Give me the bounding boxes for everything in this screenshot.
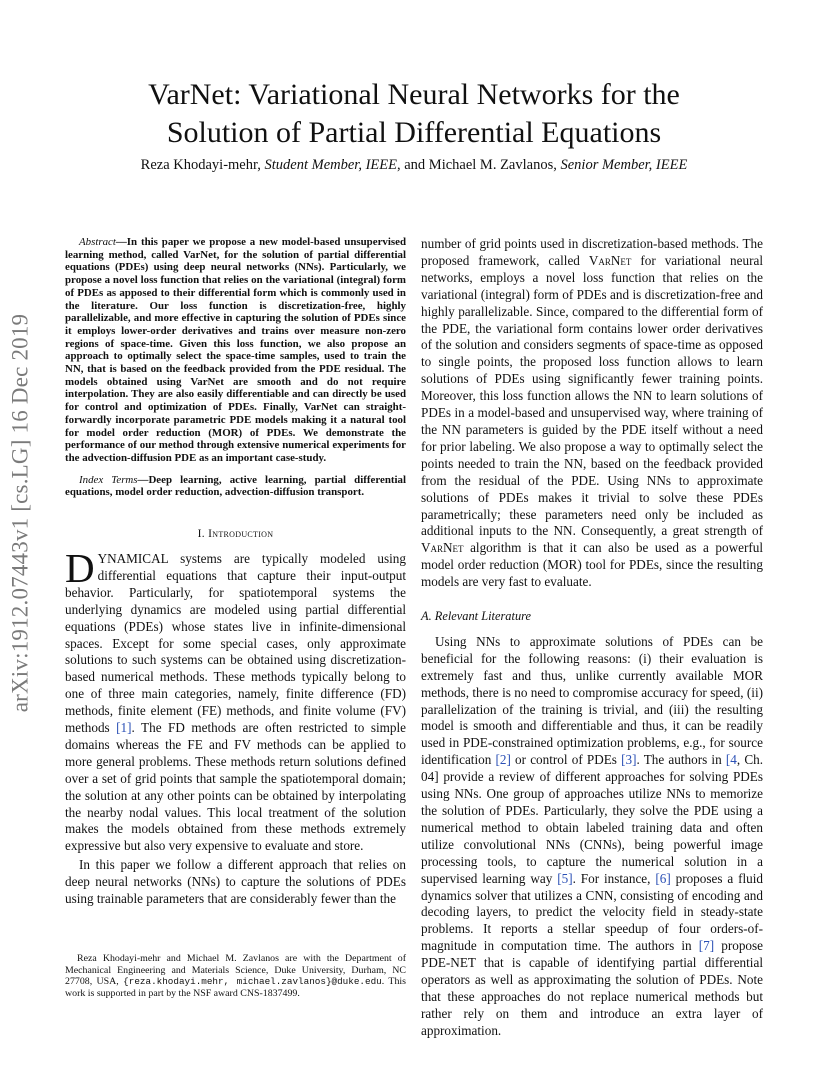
citation-link[interactable]: [6] <box>655 870 671 886</box>
right-p2-d: , Ch. 04] provide a review of different approaches for solving PDEs using NNs. One group of approaches utilize NNs to memorize the solution of PDEs. Particularly, they solve the PDE using a numerical method to obtain labeled training data and often utilize convolutional NNs (CNNs), being powerful image processing tools, to capture the numerical solution in a supervised learning way <box>421 752 764 886</box>
right-p1-b: for variational neural networks, employs a novel loss function that relies on the variational (integral) form of PDEs and is discretization-free and highly parallelizable. Since, compared to the differential form of the PDE, the variational form contains lower order derivatives of the solution and considers segments of space-time as opposed to single points, the proposed loss function allows to learn solutions of PDEs using significantly fewer training points. Moreover, this loss function allows the NN to learn solutions of PDEs in a model-based and unsupervised way, where training of the NN parameters is guided by the PDE itself without a need for prior labeling. We also propose a way to optimally select the points needed to train the NN, based on the feedback provided from the residual of the PDE. Using NNs to approximate solutions of PDEs makes it trivial to solve these PDEs parametrically; these parameters need only be included as additional inputs to the NN. Consequently, a great strength of <box>421 252 763 539</box>
paper-title <box>60 76 768 152</box>
footnote-text-b: . This work is supported in part by the NSF award CNS-1837499. <box>65 976 406 1000</box>
title-line-1: VarNet: Variational Neural Networks for the <box>148 78 680 111</box>
citation-link[interactable]: [3] <box>621 752 637 768</box>
citation-link[interactable]: [5] <box>557 870 573 886</box>
right-p2-f: proposes a fluid dynamics solver that utilizes a CNN, consisting of encoding and decoding layers, to predict the velocity field in steady-state problems. It reports a stellar speedup of four orders-of-magnitude in computation time. The authors in <box>421 870 763 954</box>
abstract-text: —In this paper we propose a new model-based unsupervised learning method, called VarNet, for the solution of partial differential equations (PDEs) using deep neural networks (NNs). Particularly, we propose a novel loss function that relies on the variational (integral) form of PDEs as apposed to their differential form which is commonly used in the literature. Our loss function is discretization-free, highly parallelizable, and more effective in capturing the solution of PDEs since it employs lower-order derivatives and trains over measure non-zero regions of space-time. Given this loss function, we also propose an approach to optimally select the space-time samples, used to train the NN, that is based on the feedback provided from the PDE residual. The models obtained using VarNet are smooth and do not require interpolation. They are also easily differentiable and can directly be used for control and optimization of PDEs. Finally, VarNet can straight-forwardly incorporate parametric PDE models making it a natural tool for model order reduction (MOR) of PDEs. We demonstrate the performance of our method through extensive numerical experiments for the advection-diffusion PDE as an important case-study. <box>65 236 406 464</box>
arxiv-margin-stamp <box>0 278 40 748</box>
right-p1-c: algorithm is that it can also be used as a powerful model order reduction (MOR) tool for PDEs, since the resulting models are very fast to evaluate. <box>421 540 763 590</box>
varnet-name: VarNet <box>588 252 632 268</box>
intro-p1-lead: YNAMICAL systems are typically modeled using differential equations that capture their input-output behavior. Particularly, for spatiotemporal systems the underlying dynamics are modeled using partial differential equations (PDEs) whose states live in infinite-dimensional spaces. Except for some special cases, only approximate solutions to such systems can be obtained using discretization-based numerical methods. These methods typically belong to one of three main categories, namely, finite difference (FD) methods, finite element (FE) methods, and finite volume (FV) methods <box>65 550 406 736</box>
subsection-heading-relevant-literature: A. Relevant Literature <box>421 609 531 624</box>
right-p2-e: . For instance, <box>572 870 656 886</box>
arxiv-identifier: arXiv:1912.07443v1 [cs.LG] 16 Dec 2019 <box>7 313 32 713</box>
abstract <box>65 236 406 465</box>
section-heading-introduction: I. Introduction <box>197 528 274 541</box>
citation-link[interactable]: [4 <box>725 752 737 768</box>
title-line-2: Solution of Partial Differential Equations <box>166 116 662 149</box>
intro-paragraph-2: In this paper we follow a different approach that relies on deep neural networks (NNs) to capture the solutions of PDEs using trainable parameters that are considerably fewer than the <box>65 857 406 907</box>
index-terms-text: —Deep learning, active learning, partial differential equations, model order reduction, advection-diffusion transport. <box>65 473 407 499</box>
author-line <box>60 157 768 174</box>
citation-link[interactable]: [2] <box>495 752 511 768</box>
drop-cap: D <box>65 544 95 591</box>
right-p2-a: Using NNs to approximate solutions of PDEs can be beneficial for the following reasons: (i) their evaluation is extremely fast and thus, unlike currently available MOR methods, there is no need to compromise accuracy for speed, (ii) parallelization of the training is trivial, and (iii) the resulting model is smooth and differentiable and thus, it can be readily used in PDE-constrained optimization problems, e.g., for source identification <box>421 633 763 768</box>
index-terms-label: Index Terms <box>79 473 138 486</box>
author-1: Reza Khodayi-mehr, <box>140 157 265 173</box>
author-2-role: Senior Member, IEEE <box>560 157 688 173</box>
footnote-emails[interactable]: {reza.khodayi.mehr, michael.zavlanos}@duke.edu <box>123 976 382 988</box>
intro-paragraph-1 <box>65 544 406 855</box>
right-paragraph-1 <box>421 236 763 591</box>
author-1-role: Student Member, IEEE <box>264 157 397 173</box>
right-paragraph-2 <box>421 634 763 1040</box>
citation-link[interactable]: [1] <box>116 720 132 736</box>
citation-link[interactable]: [7] <box>698 938 715 954</box>
left-column <box>65 236 406 908</box>
right-p1-a: number of grid points used in discretization-based methods. The proposed framework, called <box>421 236 763 268</box>
right-p2-g: propose PDE-NET that is capable of identifying partial differential operators as well as approximating the solution of PDEs. Note that these approaches do not replace numerical methods but rather rely on them and introduce an extra layer of approximation. <box>421 938 763 1038</box>
intro-p1-rest: . The FD methods are often restricted to simple domains whereas the FE and FV methods can be applied to more general problems. These methods return solutions defined over a set of grid points that sample the spatiotemporal domain; the solution at any other points can be obtained by interpolating the nearby nodal values. This local treatment of the solution makes the models obtained from these methods extremely expressive but also very expensive to evaluate and store. <box>65 720 406 854</box>
footnote-text-a: Reza Khodayi-mehr and Michael M. Zavlanos are with the Department of Mechanical Engineering and Materials Science, Duke University, Durham, NC 27708, USA, <box>65 953 406 988</box>
index-terms <box>65 474 406 499</box>
author-join: , and Michael M. Zavlanos, <box>396 157 561 173</box>
right-p2-b: or control of PDEs <box>510 752 622 768</box>
right-p2-c: . The authors in <box>636 752 726 768</box>
right-column <box>421 236 763 1040</box>
abstract-label: Abstract <box>79 236 116 248</box>
footnote <box>65 952 406 1000</box>
varnet-name: VarNet <box>421 540 464 556</box>
